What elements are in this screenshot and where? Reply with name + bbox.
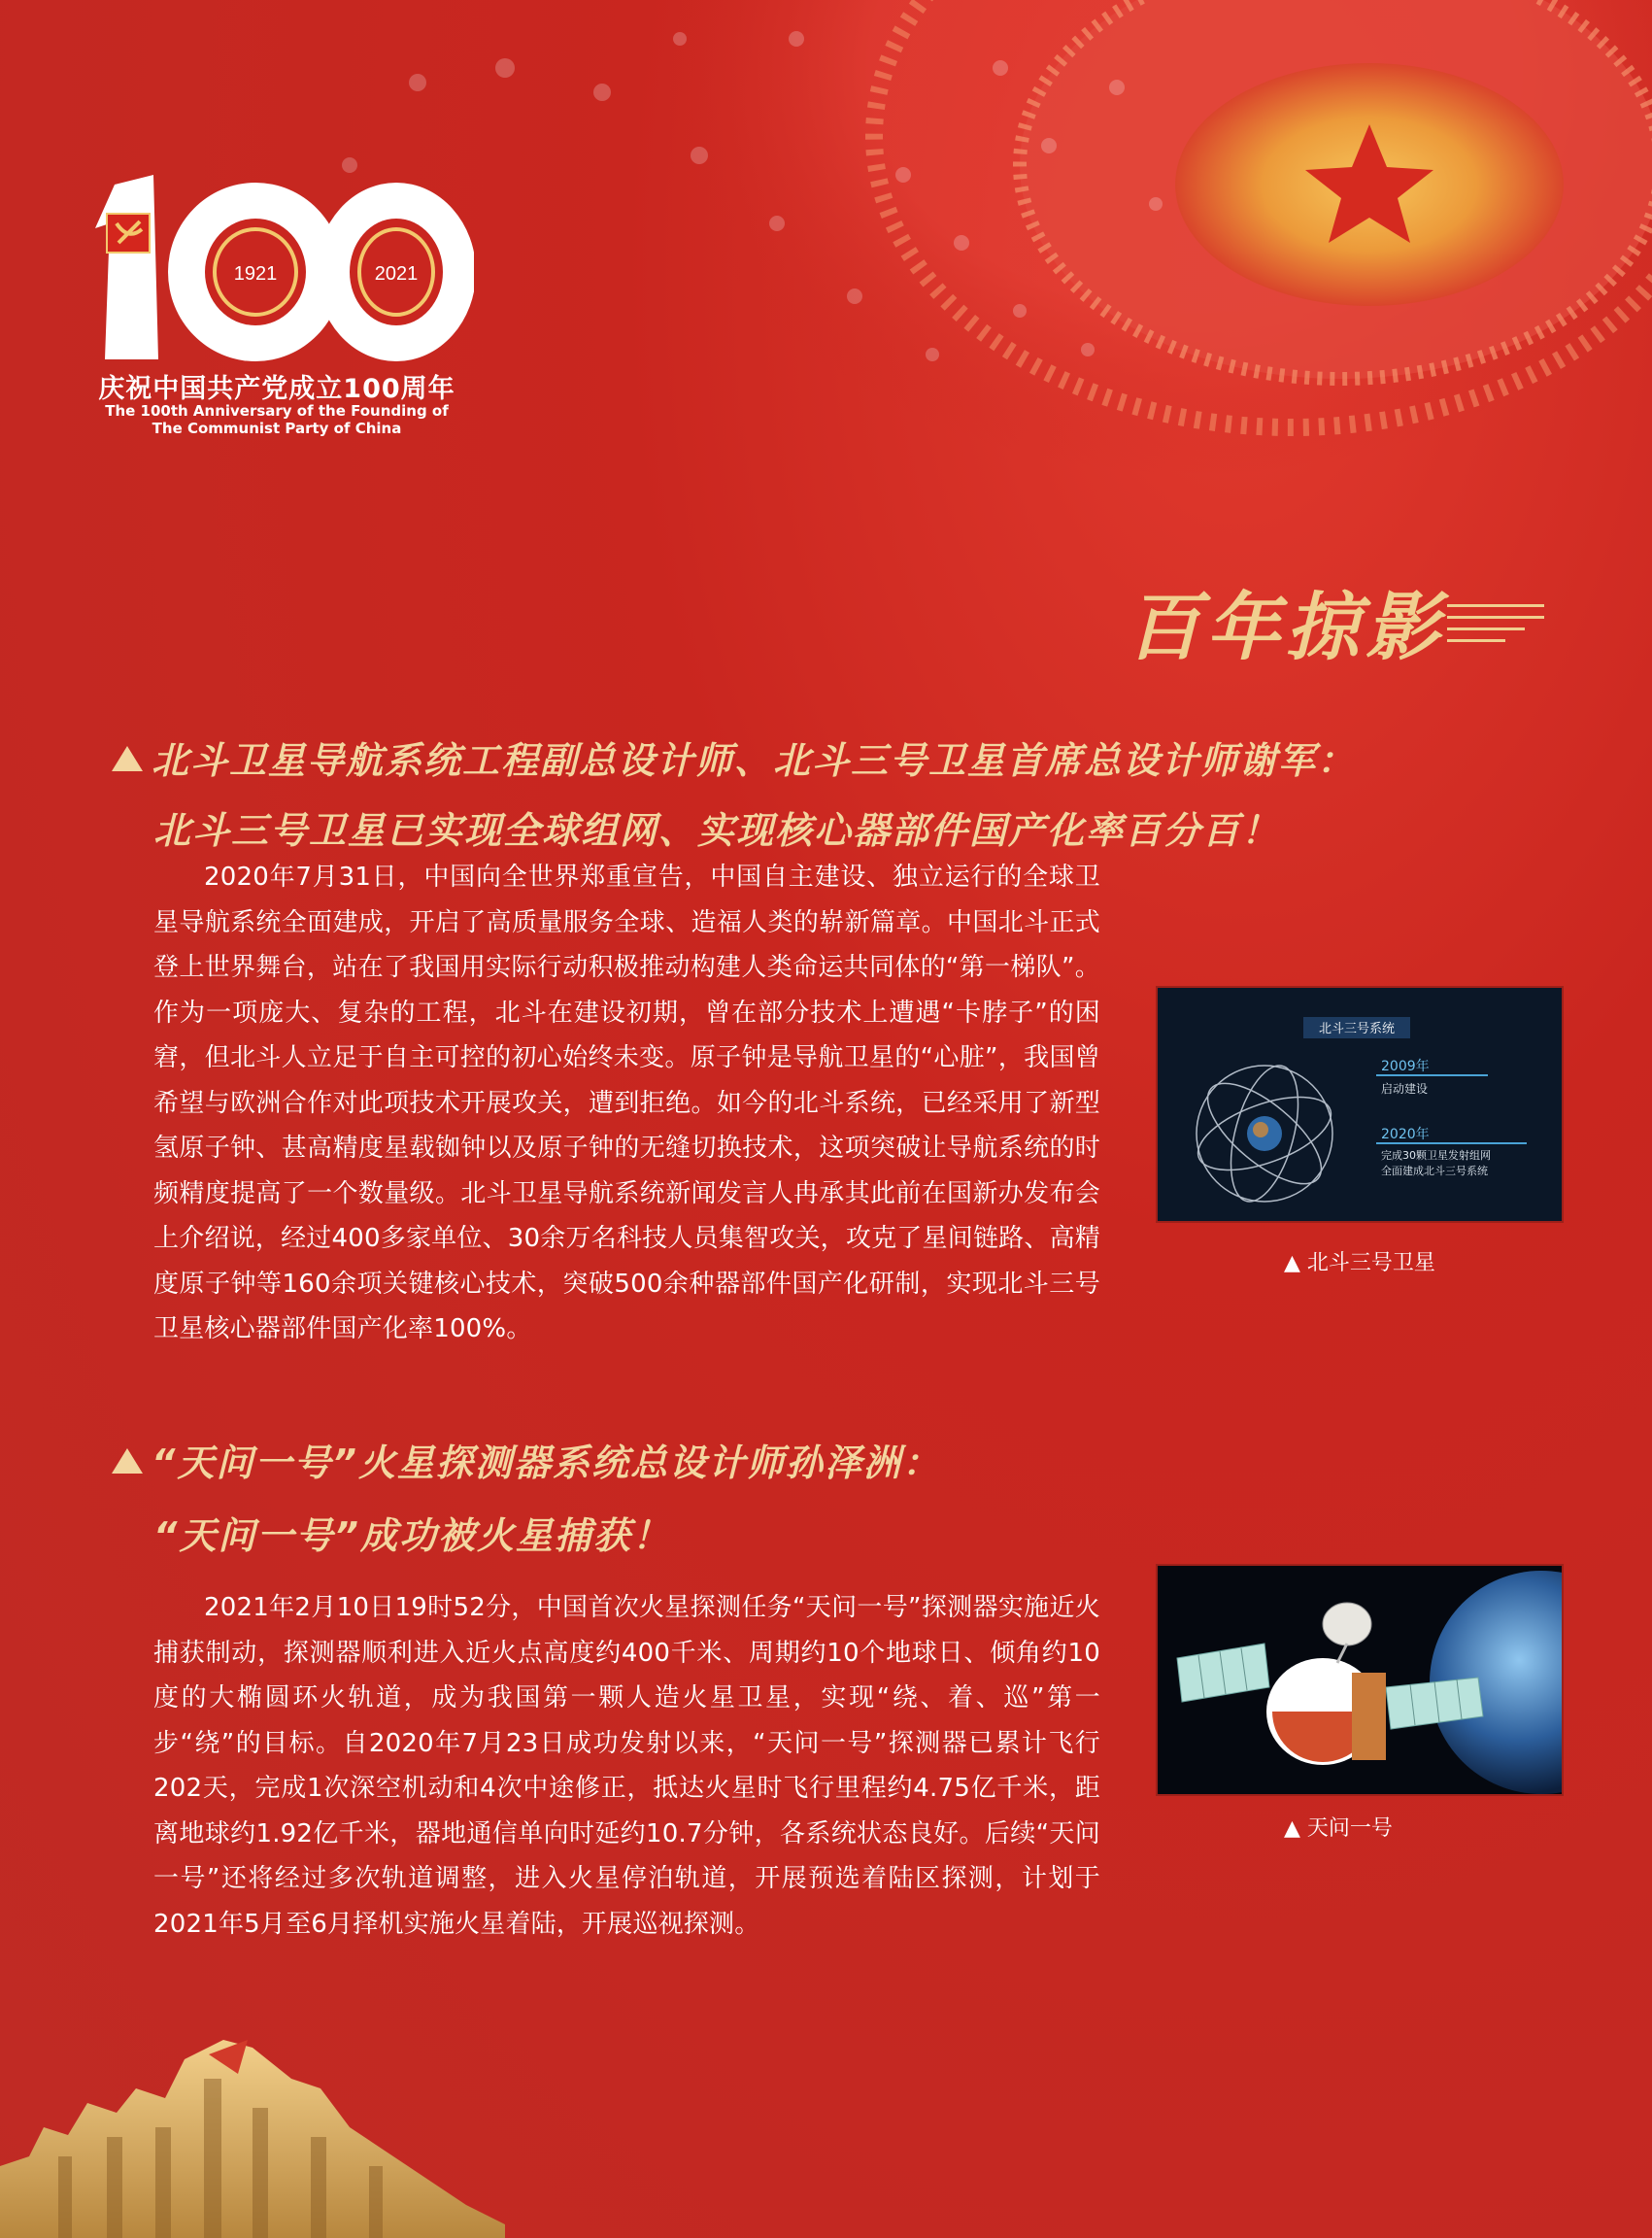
- title-decoration-lines: [1447, 604, 1544, 643]
- tianwen-probe-photo: [1156, 1564, 1564, 1796]
- article1-heading-text1: 北斗卫星导航系统工程副总设计师、北斗三号卫星首席总设计师谢军：: [152, 739, 1357, 782]
- logo-title-cn: 庆祝中国共产党成立100周年: [98, 374, 455, 404]
- logo-title-en-line2: The Communist Party of China: [152, 420, 402, 437]
- article1-heading-line1: [107, 730, 1356, 784]
- monument-relief-decoration: [0, 2020, 505, 2238]
- photo-label-2020-text1: 完成30颗卫星发射组网: [1381, 1149, 1491, 1162]
- photo-label-2020-year: 2020年: [1381, 1127, 1430, 1142]
- logo-title-en: [85, 402, 468, 437]
- beidou-system-photo: [1156, 986, 1564, 1223]
- triangle-icon: [107, 744, 148, 773]
- article2-heading-line1: [107, 1433, 941, 1486]
- photo-label-2009-year: 2009年: [1381, 1059, 1430, 1074]
- tianwen-photo-caption: ▲ 天问一号: [1284, 1816, 1393, 1841]
- article2-body: 2021年2月10日19时52分，中国首次火星探测任务“天问一号”探测器实施近火捕获制动，探测器顺利进入近火点高度约400千米、周期约10个地球日、倾角约10度的大椭圆环火轨道，成为我国第一颗人造火星卫星，实现“绕、着、巡”第一步“绕”的目标。自2020年7月23日成功发射以来，“天问一号”探测器已累计飞行202天，完成1次深空机动和4次中途修正，抵达火星时飞行里程约4.75亿千米，距离地球约1.92亿千米，器地通信单向时延约10.7分钟，各系统状态良好。后续“天问一号”还将经过多次轨道调整，进入火星停泊轨道，开展预选着陆区探测，计划于2021年5月至6月择机实施火星着陆，开展巡视探测。: [153, 1593, 1100, 1939]
- article1-body: 2020年7月31日，中国向全世界郑重宣告，中国自主建设、独立运行的全球卫星导航系统全面建成，开启了高质量服务全球、造福人类的崭新篇章。中国北斗正式登上世界舞台，站在了我国用实际行动积极推动构建人类命运共同体的“第一梯队”。作为一项庞大、复杂的工程，北斗在建设初期，曾在部分技术上遭遇“卡脖子”的困窘，但北斗人立足于自主可控的初心始终未变。原子钟是导航卫星的“心脏”，我国曾希望与欧洲合作对此项技术开展攻关，遭到拒绝。如今的北斗系统，已经采用了新型氢原子钟、甚高精度星载铷钟以及原子钟的无缝切换技术，这项突破让导航系统的时频精度提高了一个数量级。北斗卫星导航系统新闻发言人冉承其此前在国新办发布会上介绍说，经过400多家单位、30余万名科技人员集智攻关，攻克了星间链路、高精度原子钟等160余项关键核心技术，突破500余种器部件国产化研制，实现北斗三号卫星核心器部件国产化率100%。: [153, 863, 1100, 1343]
- article1-heading-line2: 北斗三号卫星已实现全球组网、实现核心器部件国产化率百分百！: [153, 809, 1281, 852]
- article2-heading-line2: “天问一号”成功被火星捕获！: [153, 1514, 671, 1557]
- logo-year-2021: 2021: [374, 263, 419, 285]
- triangle-icon: [107, 1446, 148, 1475]
- logo-title-en-line1: The 100th Anniversary of the Founding of: [105, 402, 449, 420]
- photo-title: 北斗三号系统: [1318, 1022, 1396, 1036]
- beidou-photo-caption: ▲ 北斗三号卫星: [1284, 1251, 1435, 1275]
- article2-heading-text1: “天问一号”火星探测器系统总设计师孙泽洲：: [152, 1441, 941, 1484]
- logo-year-1921: 1921: [233, 263, 278, 285]
- photo-label-2020-text2: 全面建成北斗三号系统: [1381, 1165, 1488, 1177]
- section-title: 百年掠影: [1127, 584, 1445, 670]
- photo-label-2009-text: 启动建设: [1381, 1082, 1429, 1096]
